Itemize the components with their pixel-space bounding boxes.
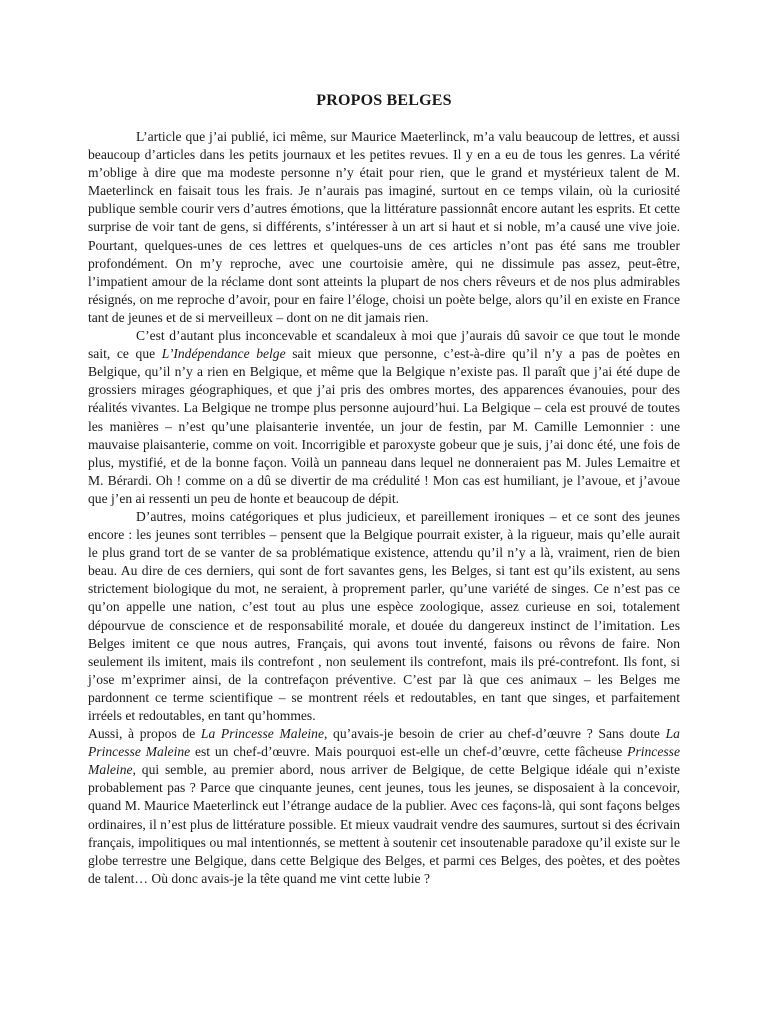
italic-title: La Princesse Maleine — [200, 726, 324, 742]
text-segment: , qui semble, au premier abord, nous arriver de Belgique, de cette Belgique idéale qui n’existe probablement pas ? Parce que cinquante jeunes, cent jeunes, tous les jeunes, se disposaient à la concevoir, quand M. Maurice Maeterlinck eut l’étrange audace de la publier. Avec ces façons-là, qui sont façons belges ordinaires, il n’est plus de littérature possible. Et mieux vaudrait vendre des saumures, surtout si des écrivain français, impolitiques ou mal intentionnés, se mettent à soutenir cet insoutenable paradoxe qu’il existe sur le globe terrestre une Belgique, dans cette Belgique des Belges, et parmi ces Belges, des poètes, et des poètes de talent… Où donc avais-je la tête quand me vint cette lubie ? — [88, 762, 680, 886]
text-segment: Aussi, à propos de — [88, 726, 201, 742]
text-segment: sait mieux que personne, c’est-à-dire qu’il n’y a pas de poètes en Belgique, qu’il n’y a rien en Belgique, et même que la Belgique n’existe pas. Il paraît que j’ai été dupe de grossiers mirages géographiques, et que j’ai pris des ombres mortes, des apparences évanouies, pour des réalités vivantes. La Belgique ne trompe plus personne aujourd’hui. La Belgique – cela est prouvé de toutes les manières – n’est qu’une plaisanterie inventée, un jour de festin, par M. Camille Lemonnier : une mauvaise plaisanterie, comme on voit. Incorrigible et paroxyste gobeur que je suis, j’ai donc été, une fois de plus, mystifié, et de la bonne façon. Voilà un panneau dans lequel ne donneraient pas M. Jules Lemaitre et M. Bérardi. Oh ! comme on a dû se divertir de ma crédulité ! Mon cas est humiliant, je l’avoue, et j’avoue que j’en ai ressenti un peu de honte et beaucoup de dépit. — [88, 346, 680, 506]
text-segment: est un chef-d’œuvre. Mais pourquoi est-elle un chef-d’œuvre, cette fâcheuse — [190, 744, 628, 760]
page-title: PROPOS BELGES — [316, 92, 452, 109]
text-segment: D’autres, moins catégoriques et plus judicieux, et pareillement ironiques – et ce sont des jeunes encore : les jeunes sont terribles – pensent que la Belgique pourrait exister, à la rigueur, mais qu’elle aurait le plus grand tort de se vanter de sa problématique existence, attendu qu’il n’y a là, vraiment, rien de bien beau. Au dire de ces derniers, qui sont de fort savantes gens, les Belges, si tant est qu’ils existent, au sens strictement biologique du mot, ne seraient, à proprement parler, qu’une variété de singes. Ce n’est pas ce qu’on appelle une nation, c’est tout au plus une espèce zoologique, assez curieuse en soi, totalement dépourvue de conscience et de responsabilité morale, et douée du dangereux instinct de l’imitation. Les Belges imitent ce que nous autres, Français, qui avons tout inventé, faisons ou rêvons de faire. Non seulement ils imitent, mais ils contrefont , non seulement ils contrefont, mais ils pré-contrefont. Ils font, si j’ose m’exprimer ainsi, de la contrefaçon préventive. C’est par là que ces animaux – les Belges me pardonnent ce terme scientifique – se montrent réels et redoutables, en tant que singes, et parfaitement irréels et redoutables, en tant qu’hommes. — [88, 508, 680, 723]
italic-title: L’Indépendance belge — [161, 346, 286, 362]
paragraph — [88, 327, 680, 508]
italic-title: La Princesse Maleine — [88, 726, 680, 760]
italic-title: Princesse Maleine — [88, 744, 680, 778]
paragraph — [88, 128, 680, 327]
text-segment: L’article que j’ai publié, ici même, sur Maurice Maeterlinck, m’a valu beaucoup de lettres, et aussi beaucoup d’articles dans les petits journaux et les petites revues. Il y en a eu de tous les genres. La vérité m’oblige à dire que ma modeste personne n’y était pour rien, que le grand et mystérieux talent de M. Maeterlinck en faisait tous les frais. Je n’aurais pas imaginé, surtout en ce temps vilain, où la curiosité publique semble courir vers d’autres émotions, que la littérature passionnât encore autant les esprits. Et cette surprise de voir tant de gens, si différents, s’intéresser à un art si haut et si noble, m’a causé une vive joie. Pourtant, quelques-unes de ces lettres et quelques-uns de ces articles n’ont pas été sans me troubler profondément. On m’y reproche, avec une courtoisie amère, qui ne dissimule pas assez, peut-être, l’impatient amour de la réclame dont sont atteints la plupart de nos chers rêveurs et de nos plus admirables résignés, on me reproche d’avoir, pour en faire l’éloge, choisi un poète belge, alors qu’il en existe en France tant de jeunes et de si merveilleux – dont on ne dit jamais rien. — [88, 129, 680, 325]
article-body — [88, 128, 680, 888]
paragraph — [88, 508, 680, 725]
text-segment: C’est d’autant plus inconcevable et scandaleux à moi que j’aurais dû savoir ce que tout le monde sait, ce que — [88, 328, 680, 362]
paragraph — [88, 725, 680, 888]
text-segment: , qu’avais-je besoin de crier au chef-d’œuvre ? Sans doute — [323, 726, 666, 742]
